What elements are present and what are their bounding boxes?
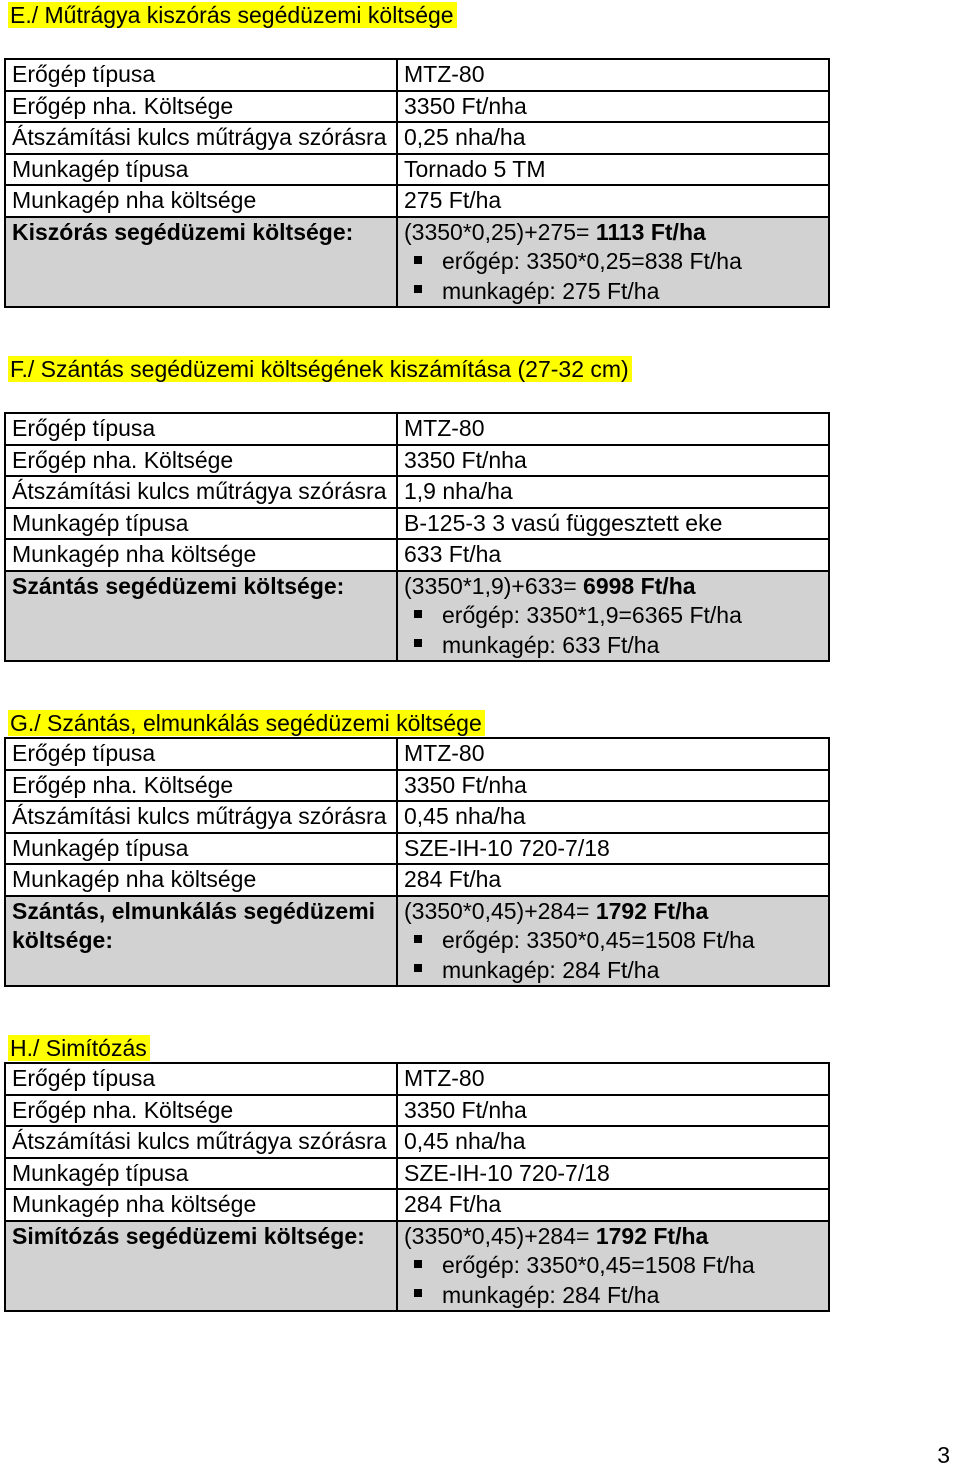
row-label: Erőgép típusa bbox=[5, 59, 397, 91]
result-bullet-item: erőgép: 3350*0,45=1508 Ft/ha bbox=[404, 926, 822, 956]
result-row bbox=[5, 217, 829, 308]
row-label: Munkagép típusa bbox=[5, 1158, 397, 1190]
result-bullet-item: munkagép: 284 Ft/ha bbox=[404, 956, 822, 986]
table-row bbox=[5, 1095, 829, 1127]
result-bullet-item: erőgép: 3350*1,9=6365 Ft/ha bbox=[404, 601, 822, 631]
row-value: 284 Ft/ha bbox=[397, 1189, 829, 1221]
result-bullet-item: munkagép: 284 Ft/ha bbox=[404, 1281, 822, 1311]
row-label: Erőgép nha. Költsége bbox=[5, 445, 397, 477]
table-row bbox=[5, 1063, 829, 1095]
section-e-table bbox=[4, 58, 830, 308]
row-label: Munkagép típusa bbox=[5, 154, 397, 186]
section-f-title bbox=[8, 356, 632, 382]
row-value: SZE-IH-10 720-7/18 bbox=[397, 1158, 829, 1190]
row-label: Erőgép nha. Költsége bbox=[5, 1095, 397, 1127]
row-label: Erőgép nha. Költsége bbox=[5, 91, 397, 123]
result-bullet-item: erőgép: 3350*0,45=1508 Ft/ha bbox=[404, 1251, 822, 1281]
result-row bbox=[5, 571, 829, 662]
table-row bbox=[5, 154, 829, 186]
row-label: Munkagép nha költsége bbox=[5, 539, 397, 571]
table-row bbox=[5, 1189, 829, 1221]
result-label: Simítózás segédüzemi költsége: bbox=[5, 1221, 397, 1312]
square-bullet-icon bbox=[414, 256, 422, 264]
table-row bbox=[5, 864, 829, 896]
section-g-title-text: G./ Szántás, elmunkálás segédüzemi költsége bbox=[8, 710, 485, 736]
result-bullet-item: erőgép: 3350*0,25=838 Ft/ha bbox=[404, 247, 822, 277]
row-label: Munkagép típusa bbox=[5, 833, 397, 865]
row-value: B-125-3 3 vasú függesztett eke bbox=[397, 508, 829, 540]
row-label: Átszámítási kulcs műtrágya szórásra bbox=[5, 122, 397, 154]
result-formula: (3350*0,25)+275= bbox=[404, 218, 596, 245]
row-value: 3350 Ft/nha bbox=[397, 770, 829, 802]
row-value: 3350 Ft/nha bbox=[397, 91, 829, 123]
row-label: Erőgép nha. Költsége bbox=[5, 770, 397, 802]
row-value: 0,45 nha/ha bbox=[397, 1126, 829, 1158]
section-h-title-text: H./ Simítózás bbox=[8, 1035, 150, 1061]
section-g-title bbox=[8, 710, 485, 736]
table-row bbox=[5, 539, 829, 571]
square-bullet-icon bbox=[414, 1260, 422, 1268]
table-row bbox=[5, 770, 829, 802]
table-row bbox=[5, 738, 829, 770]
row-label: Átszámítási kulcs műtrágya szórásra bbox=[5, 476, 397, 508]
row-value: 0,25 nha/ha bbox=[397, 122, 829, 154]
row-value: MTZ-80 bbox=[397, 59, 829, 91]
table-row bbox=[5, 185, 829, 217]
result-total: 6998 Ft/ha bbox=[583, 572, 696, 599]
square-bullet-icon bbox=[414, 935, 422, 943]
result-label: Szántás segédüzemi költsége: bbox=[5, 571, 397, 662]
result-value bbox=[397, 571, 829, 662]
result-bullet-item: munkagép: 275 Ft/ha bbox=[404, 277, 822, 307]
result-total: 1792 Ft/ha bbox=[595, 1222, 709, 1249]
result-formula: (3350*1,9)+633= bbox=[404, 572, 584, 599]
table-row bbox=[5, 833, 829, 865]
table-row bbox=[5, 445, 829, 477]
row-value: 3350 Ft/nha bbox=[397, 1095, 829, 1127]
table-row bbox=[5, 476, 829, 508]
table-row bbox=[5, 508, 829, 540]
row-value: MTZ-80 bbox=[397, 413, 829, 445]
table-row bbox=[5, 59, 829, 91]
row-value: SZE-IH-10 720-7/18 bbox=[397, 833, 829, 865]
row-value: 284 Ft/ha bbox=[397, 864, 829, 896]
row-label: Erőgép típusa bbox=[5, 1063, 397, 1095]
section-e-title bbox=[8, 2, 457, 28]
result-formula: (3350*0,45)+284= bbox=[404, 1222, 596, 1249]
result-total: 1792 Ft/ha bbox=[595, 897, 709, 924]
table-row bbox=[5, 413, 829, 445]
result-row bbox=[5, 896, 829, 987]
section-f-title-text: F./ Szántás segédüzemi költségének kiszámítása (27-32 cm) bbox=[8, 356, 632, 382]
row-label: Átszámítási kulcs műtrágya szórásra bbox=[5, 801, 397, 833]
row-value: Tornado 5 TM bbox=[397, 154, 829, 186]
result-label: Kiszórás segédüzemi költsége: bbox=[5, 217, 397, 308]
result-value bbox=[397, 1221, 829, 1312]
result-value bbox=[397, 896, 829, 987]
row-label: Munkagép nha költsége bbox=[5, 864, 397, 896]
result-total: 1113 Ft/ha bbox=[595, 218, 706, 245]
row-label: Munkagép típusa bbox=[5, 508, 397, 540]
row-value: 633 Ft/ha bbox=[397, 539, 829, 571]
section-g-table bbox=[4, 737, 830, 987]
page-number: 3 bbox=[937, 1442, 950, 1468]
row-label: Erőgép típusa bbox=[5, 413, 397, 445]
section-h-table bbox=[4, 1062, 830, 1312]
result-bullet-item: munkagép: 633 Ft/ha bbox=[404, 631, 822, 661]
row-label: Munkagép nha költsége bbox=[5, 185, 397, 217]
result-formula: (3350*0,45)+284= bbox=[404, 897, 596, 924]
row-value: MTZ-80 bbox=[397, 738, 829, 770]
row-value: MTZ-80 bbox=[397, 1063, 829, 1095]
row-value: 275 Ft/ha bbox=[397, 185, 829, 217]
square-bullet-icon bbox=[414, 285, 422, 293]
row-label: Munkagép nha költsége bbox=[5, 1189, 397, 1221]
row-label: Erőgép típusa bbox=[5, 738, 397, 770]
square-bullet-icon bbox=[414, 639, 422, 647]
section-h-title bbox=[8, 1035, 150, 1061]
table-row bbox=[5, 1158, 829, 1190]
section-e-title-text: E./ Műtrágya kiszórás segédüzemi költsége bbox=[8, 2, 457, 28]
row-value: 0,45 nha/ha bbox=[397, 801, 829, 833]
square-bullet-icon bbox=[414, 1289, 422, 1297]
result-value bbox=[397, 217, 829, 308]
square-bullet-icon bbox=[414, 610, 422, 618]
table-row bbox=[5, 1126, 829, 1158]
table-row bbox=[5, 91, 829, 123]
result-label: Szántás, elmunkálás segédüzemi költsége: bbox=[5, 896, 397, 987]
row-value: 3350 Ft/nha bbox=[397, 445, 829, 477]
square-bullet-icon bbox=[414, 964, 422, 972]
table-row bbox=[5, 122, 829, 154]
row-label: Átszámítási kulcs műtrágya szórásra bbox=[5, 1126, 397, 1158]
section-f-table bbox=[4, 412, 830, 662]
result-row bbox=[5, 1221, 829, 1312]
table-row bbox=[5, 801, 829, 833]
row-value: 1,9 nha/ha bbox=[397, 476, 829, 508]
